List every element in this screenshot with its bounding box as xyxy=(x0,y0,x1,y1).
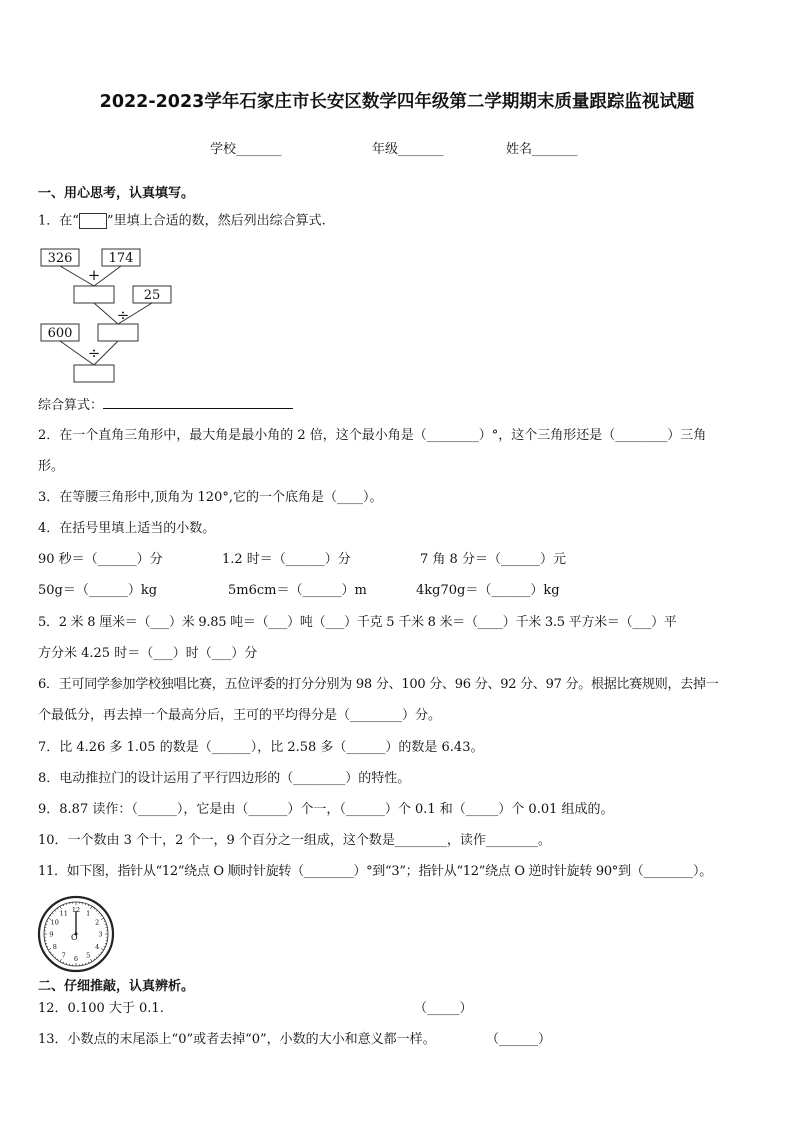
clock-number: 12 xyxy=(71,906,81,914)
clock-tick xyxy=(50,952,51,953)
clock-tick xyxy=(91,906,93,909)
clock-number: 5 xyxy=(86,951,91,960)
formula-line xyxy=(38,396,293,414)
grade-field[interactable]: 年级_______ xyxy=(372,142,444,157)
question-13-answer[interactable]: （______） xyxy=(486,1032,552,1047)
clock-tick xyxy=(101,915,102,916)
question-8: 8．电动推拉门的设计运用了平行四边形的（________）的特性。 xyxy=(38,771,411,786)
question-4-item-6: 4kg70g＝（______）kg xyxy=(416,583,560,598)
clock-center-label: O xyxy=(71,933,78,942)
diagram-answer-box-1 xyxy=(74,286,114,303)
diagram-answer-box-2 xyxy=(98,324,138,341)
clock-tick xyxy=(101,918,104,920)
clock-tick xyxy=(57,959,58,960)
diagram-label-d: 600 xyxy=(47,326,73,341)
clock-tick xyxy=(48,949,51,951)
name-field[interactable]: 姓名_______ xyxy=(506,142,578,157)
clock-number: 1 xyxy=(86,909,91,918)
question-4-item-5: 5m6cm＝（______）m xyxy=(228,583,367,598)
formula-answer-line[interactable] xyxy=(103,396,293,409)
clock-number: 9 xyxy=(49,930,54,939)
clock-number: 6 xyxy=(73,955,79,963)
diagram-label-a: 326 xyxy=(47,251,73,266)
clock-tick xyxy=(94,908,95,909)
clock-tick xyxy=(55,957,56,958)
question-11: 11．如下图，指针从“12”绕点 O 顺时针旋转（________）°到“3”；指针从“12”绕点 O 逆时针旋转 90°到（________）。 xyxy=(38,864,712,879)
clock-tick xyxy=(55,910,56,911)
clock-number: 2 xyxy=(95,918,100,927)
question-1 xyxy=(38,213,326,230)
page-title: 2022-2023学年石家庄市长安区数学四年级第二学期期末质量跟踪监视试题 xyxy=(99,92,695,112)
question-12-answer[interactable]: （_____） xyxy=(414,1001,473,1016)
clock-tick xyxy=(96,910,97,911)
section-2-heading: 二、仔细推敲，认真辨析。 xyxy=(38,979,195,994)
question-7: 7．比 4.26 多 1.05 的数是（______），比 2.58 多（______）的数是 6.43。 xyxy=(38,740,484,755)
question-4-item-1: 90 秒＝（______）分 xyxy=(38,552,163,567)
clock-tick xyxy=(52,913,53,914)
question-10: 10．一个数由 3 个十，2 个一，9 个百分之一组成，这个数是________，读作________。 xyxy=(38,833,551,848)
question-5-line1: 5．2 米 8 厘米＝（___）米 9.85 吨＝（___）吨（___）千克 5 千米 8 米＝（____）千米 3.5 平方米＝（___）平 xyxy=(38,615,677,630)
clock-tick xyxy=(91,959,93,962)
question-4-stem: 4．在括号里填上适当的小数。 xyxy=(38,521,216,536)
clock-tick xyxy=(101,952,102,953)
clock-number: 3 xyxy=(98,930,103,939)
question-4-item-2: 1.2 时＝（______）分 xyxy=(222,552,351,567)
diagram-label-b: 174 xyxy=(108,251,134,266)
section-1-heading: 一、用心思考，认真填写。 xyxy=(38,186,195,201)
question-9: 9．8.87 读作：（______），它是由（______）个一，（______）个 0.1 和（_____）个 0.01 组成的。 xyxy=(38,802,614,817)
question-1-post: ”里填上合适的数，然后列出综合算式. xyxy=(106,213,326,229)
question-2-line2: 形。 xyxy=(38,459,65,474)
question-3: 3．在等腰三角形中,顶角为 120°,它的一个底角是（____）。 xyxy=(38,490,383,505)
clock-tick xyxy=(52,954,53,955)
question-6-line2: 个最低分，再去掉一个最高分后，王可的平均得分是（________）分。 xyxy=(38,708,442,723)
question-4-item-4: 50g＝（______）kg xyxy=(38,583,158,598)
divide-sign-2: ÷ xyxy=(87,344,101,362)
clock-tick xyxy=(96,957,97,958)
calculation-diagram xyxy=(38,244,188,386)
clock-figure xyxy=(36,894,116,974)
clock-tick xyxy=(94,959,95,960)
divide-sign-1: ÷ xyxy=(116,306,130,324)
plus-sign: + xyxy=(87,266,101,284)
clock-tick xyxy=(99,913,100,914)
question-4-item-3: 7 角 8 分＝（______）元 xyxy=(420,552,566,567)
clock-number: 4 xyxy=(95,942,100,951)
diagram-answer-box-3 xyxy=(74,365,114,382)
clock-tick xyxy=(57,908,58,909)
question-5-line2: 方分米 4.25 时＝（___）时（___）分 xyxy=(38,646,258,661)
formula-label: 综合算式： xyxy=(38,398,104,413)
question-12: 12．0.100 大于 0.1. xyxy=(38,1001,164,1016)
clock-number: 8 xyxy=(52,942,57,951)
question-13: 13．小数点的末尾添上“0”或者去掉“0”，小数的大小和意义都一样。 xyxy=(38,1032,436,1047)
clock-number: 11 xyxy=(59,909,68,918)
clock-number: 10 xyxy=(50,918,59,927)
school-field[interactable]: 学校_______ xyxy=(210,142,282,157)
question-6-line1: 6．王可同学参加学校独唱比赛，五位评委的打分分别为 98 分、100 分、96 分、92 分、97 分。根据比赛规则，去掉一 xyxy=(38,677,719,692)
question-2-line1: 2．在一个直角三角形中，最大角是最小角的 2 倍，这个最小角是（________）°，这个三角形还是（________）三角 xyxy=(38,428,707,443)
clock-tick xyxy=(101,949,104,951)
clock-number: 7 xyxy=(61,951,66,960)
diagram-label-c: 25 xyxy=(143,288,161,303)
blank-box-icon xyxy=(79,213,107,229)
clock-tick xyxy=(50,915,51,916)
question-1-pre: 1．在“ xyxy=(38,213,79,229)
clock-tick xyxy=(99,954,100,955)
